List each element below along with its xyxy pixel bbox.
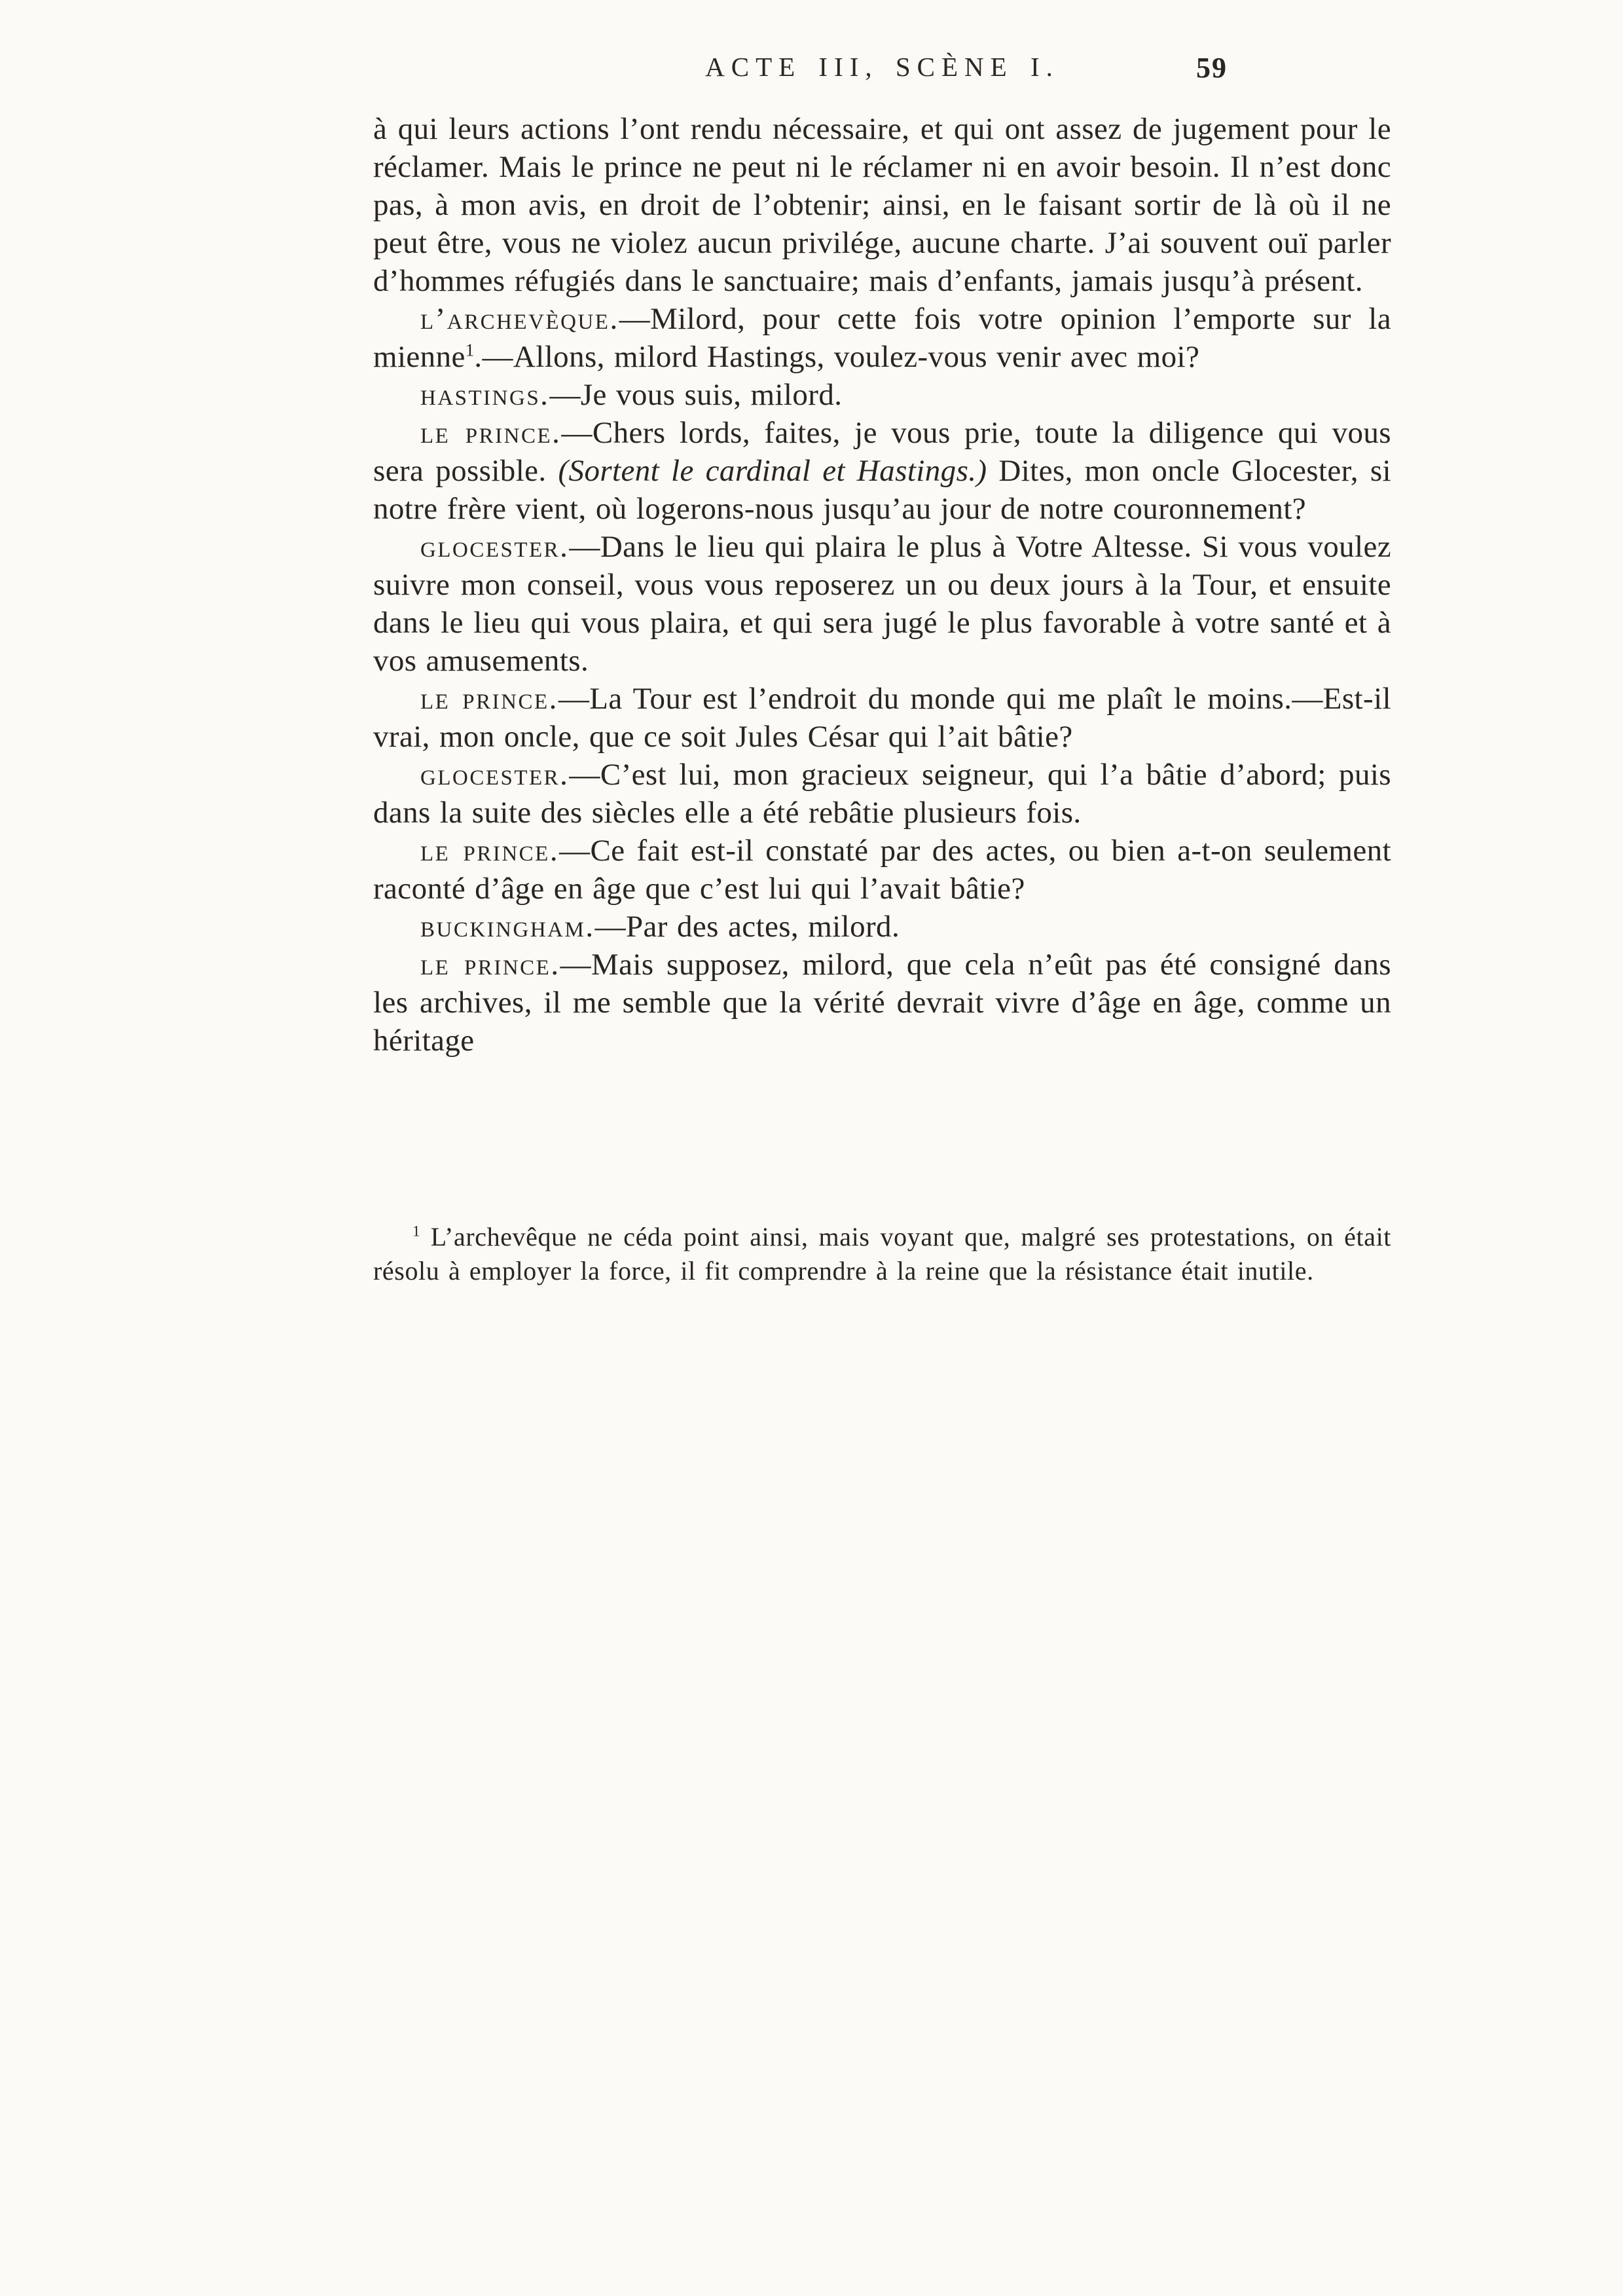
speaker-name: le prince. bbox=[420, 416, 562, 450]
text-segment: —C’est lui, mon gracieux seigneur, qui l’a bâtie d’abord; puis dans la suite des siècles elle a été rebâtie plusieurs fois. bbox=[373, 758, 1391, 830]
text-segment: —La Tour est l’endroit du monde qui me plaît le moins.—Est-il vrai, mon oncle, que ce soit Jules César qui l’ait bâtie? bbox=[373, 682, 1391, 754]
act-scene-title: ACTE III, SCÈNE I. bbox=[705, 52, 1059, 82]
paragraph bbox=[373, 946, 1391, 1060]
paragraph bbox=[373, 300, 1391, 376]
speaker-name: buckingham. bbox=[420, 910, 595, 944]
text-segment: —Ce fait est-il constaté par des actes, ou bien a-t-on seulement raconté d’âge en âge que c’est lui qui l’avait bâtie? bbox=[373, 834, 1392, 906]
speaker-name: hastings. bbox=[420, 378, 550, 412]
paragraph bbox=[373, 528, 1391, 680]
text-segment: L’archevêque ne céda point ainsi, mais voyant que, malgré ses protestations, on était résolu à employer la force, il fit comprendre à la reine que la résistance était inutile. bbox=[373, 1222, 1391, 1286]
text-segment: .—Allons, milord Hastings, voulez-vous venir avec moi? bbox=[474, 340, 1200, 374]
paragraph bbox=[373, 908, 1391, 946]
text-block bbox=[373, 51, 1391, 1314]
footnote-ref: 1 bbox=[465, 340, 475, 360]
paragraph bbox=[373, 376, 1391, 414]
text-segment: —Dans le lieu qui plaira le plus à Votre Altesse. Si vous voulez suivre mon conseil, vous vous reposerez un ou deux jours à la Tour, et ensuite dans le lieu qui vous plaira, et qui sera jugé le plus favorable à votre santé et à vos amusements. bbox=[373, 530, 1391, 678]
page-number: 59 bbox=[1196, 52, 1228, 84]
body-text bbox=[373, 110, 1391, 1060]
speaker-name: le prince. bbox=[420, 682, 558, 716]
text-segment: —Milord, pour cette fois votre opinion l’emporte sur la mienne bbox=[373, 302, 1391, 374]
footnote bbox=[373, 1220, 1391, 1288]
text-segment: Dites, mon oncle Glocester, si notre frère vient, où logerons-nous jusqu’au jour de notre couronnement? bbox=[373, 454, 1392, 526]
speaker-name: le prince. bbox=[420, 834, 560, 868]
text-segment: à qui leurs actions l’ont rendu nécessaire, et qui ont assez de jugement pour le réclamer. Mais le prince ne peut ni le réclamer ni en avoir besoin. Il n’est donc pas, à mon avis, en droit de l’obtenir; ainsi, en le faisant sortir de là où il ne peut être, vous ne violez aucun privilége, aucune charte. J’ai souvent ouï parler d’hommes réfugiés dans le sanctuaire; mais d’enfants, jamais jusqu’à présent. bbox=[373, 112, 1391, 298]
paragraph bbox=[373, 680, 1391, 756]
speaker-name: glocester. bbox=[420, 758, 570, 792]
text-segment: —Par des actes, milord. bbox=[594, 910, 900, 944]
text-segment: —Je vous suis, milord. bbox=[549, 378, 843, 412]
speaker-name: l’archevèque. bbox=[420, 302, 619, 336]
paragraph bbox=[373, 414, 1391, 528]
footnote-ref: 1 bbox=[412, 1223, 420, 1240]
paragraph bbox=[373, 756, 1391, 832]
paragraph bbox=[373, 832, 1391, 908]
running-head bbox=[373, 51, 1391, 93]
stage-direction: (Sortent le cardinal et Hastings.) bbox=[558, 454, 987, 488]
text-segment: —Chers lords, faites, je vous prie, toute la diligence qui vous sera possible. bbox=[373, 416, 1391, 488]
speaker-name: le prince. bbox=[420, 948, 560, 982]
paragraph bbox=[373, 110, 1391, 300]
speaker-name: glocester. bbox=[420, 530, 570, 564]
text-segment: —Mais supposez, milord, que cela n’eût pas été consigné dans les archives, il me semble que la vérité devrait vivre d’âge en âge, comme un héritage bbox=[373, 948, 1391, 1058]
